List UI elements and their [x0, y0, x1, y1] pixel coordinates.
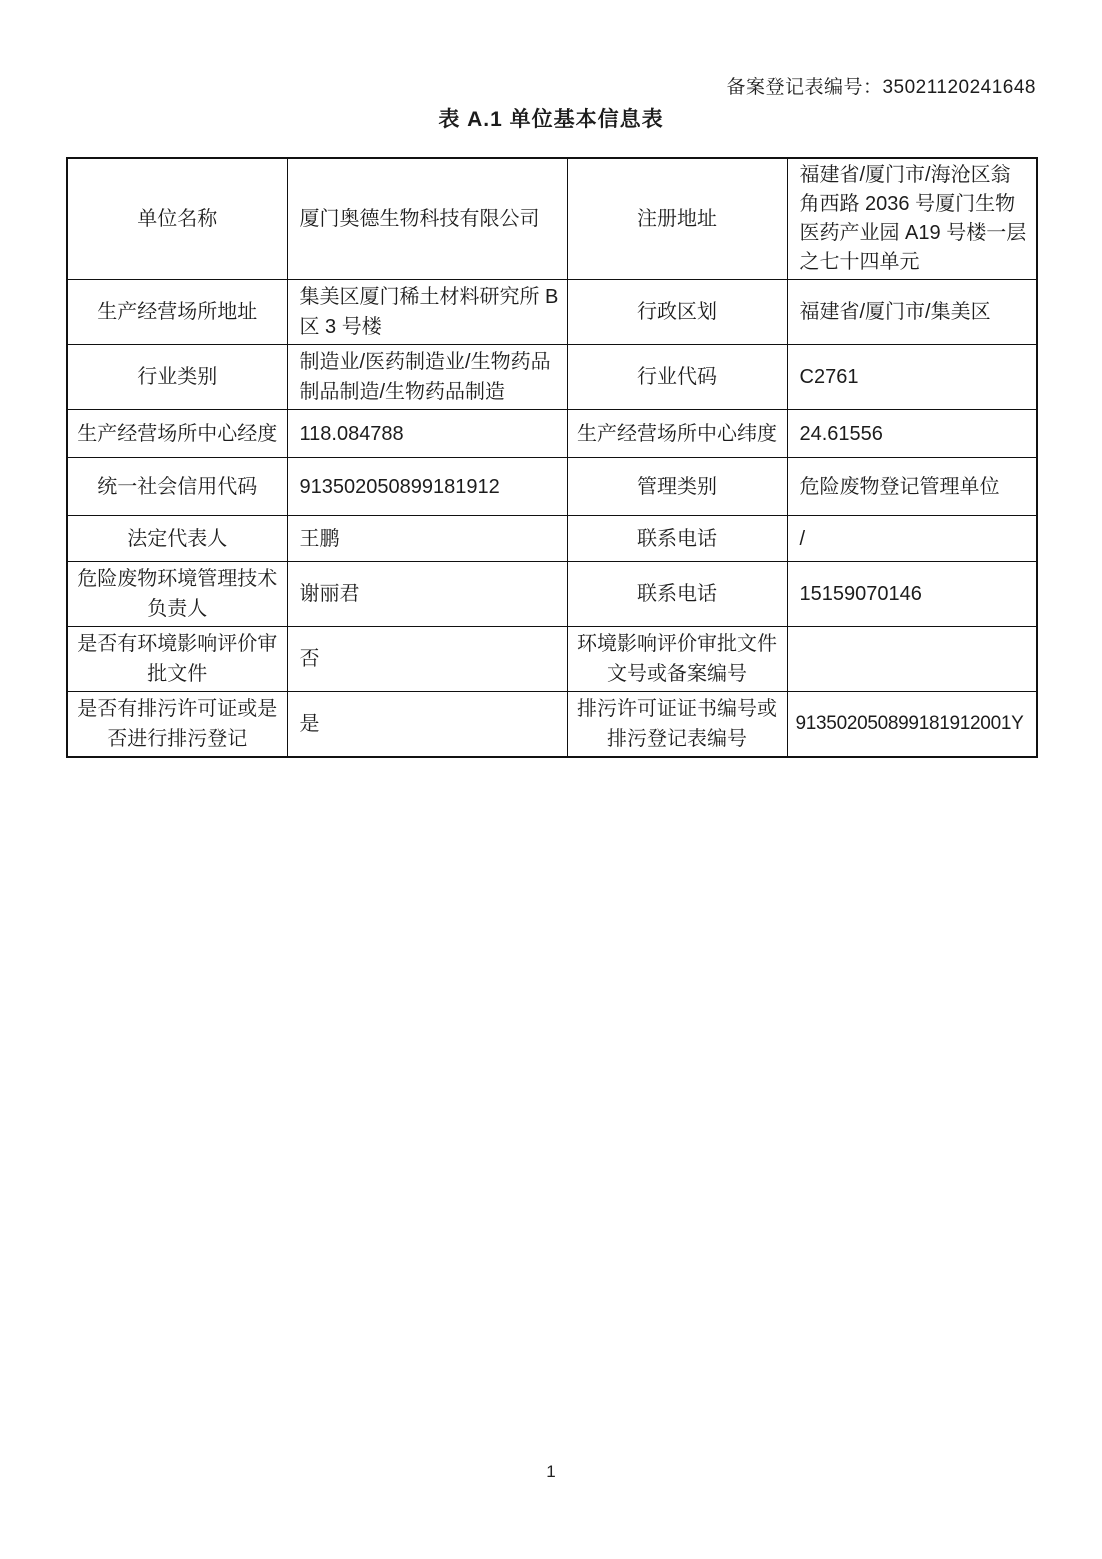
table-cell-value: 福建省/厦门市/集美区 — [787, 280, 1037, 345]
registration-number-value: 35021120241648 — [882, 77, 1036, 98]
table-cell-value: C2761 — [787, 345, 1037, 410]
registration-number — [726, 72, 1036, 99]
table-cell-value: / — [787, 516, 1037, 562]
table-row — [67, 410, 1037, 458]
table-cell-label: 统一社会信用代码 — [67, 458, 287, 516]
table-cell-value: 是 — [287, 692, 567, 758]
table-cell-value: 913502050899181912 — [287, 458, 567, 516]
table-cell-value: 否 — [287, 627, 567, 692]
table-cell-value: 王鹏 — [287, 516, 567, 562]
table-cell-value: 厦门奥德生物科技有限公司 — [287, 158, 567, 280]
table-cell-value: 集美区厦门稀土材料研究所 B 区 3 号楼 — [287, 280, 567, 345]
table-row — [67, 562, 1037, 627]
registration-number-label: 备案登记表编号： — [726, 77, 883, 98]
table-row — [67, 627, 1037, 692]
table-cell-label: 联系电话 — [567, 516, 787, 562]
table-cell-label: 行业代码 — [567, 345, 787, 410]
table-cell-value: 118.084788 — [287, 410, 567, 458]
table-cell-label: 行业类别 — [67, 345, 287, 410]
page-title: 表 A.1 单位基本信息表 — [438, 108, 664, 131]
table-cell-label: 联系电话 — [567, 562, 787, 627]
table-cell-label: 行政区划 — [567, 280, 787, 345]
table-cell-label: 生产经营场所地址 — [67, 280, 287, 345]
table-cell-value: 913502050899181912001Y — [787, 692, 1037, 758]
table-row — [67, 345, 1037, 410]
table-cell-value: 危险废物登记管理单位 — [787, 458, 1037, 516]
table-cell-value: 24.61556 — [787, 410, 1037, 458]
table-cell-value: 谢丽君 — [287, 562, 567, 627]
table-row — [67, 280, 1037, 345]
table-cell-value: 制造业/医药制造业/生物药品制品制造/生物药品制造 — [287, 345, 567, 410]
table-cell-value: 15159070146 — [787, 562, 1037, 627]
unit-basic-info-table — [66, 157, 1038, 758]
table-cell-label: 管理类别 — [567, 458, 787, 516]
table-cell-label: 环境影响评价审批文件文号或备案编号 — [567, 627, 787, 692]
table-cell-value: 福建省/厦门市/海沧区翁角西路 2036 号厦门生物医药产业园 A19 号楼一层之七十四单元 — [787, 158, 1037, 280]
table-cell-label: 生产经营场所中心纬度 — [567, 410, 787, 458]
table-cell-label: 法定代表人 — [67, 516, 287, 562]
table-row — [67, 516, 1037, 562]
table-cell-value — [787, 627, 1037, 692]
table-row — [67, 158, 1037, 280]
page-number: 1 — [546, 1462, 556, 1481]
table-cell-label: 是否有排污许可证或是否进行排污登记 — [67, 692, 287, 758]
table-row — [67, 458, 1037, 516]
table-cell-label: 单位名称 — [67, 158, 287, 280]
table-row — [67, 692, 1037, 758]
table-cell-label: 注册地址 — [567, 158, 787, 280]
table-cell-label: 排污许可证证书编号或排污登记表编号 — [567, 692, 787, 758]
table-cell-label: 危险废物环境管理技术负责人 — [67, 562, 287, 627]
table-cell-label: 是否有环境影响评价审批文件 — [67, 627, 287, 692]
table-cell-label: 生产经营场所中心经度 — [67, 410, 287, 458]
